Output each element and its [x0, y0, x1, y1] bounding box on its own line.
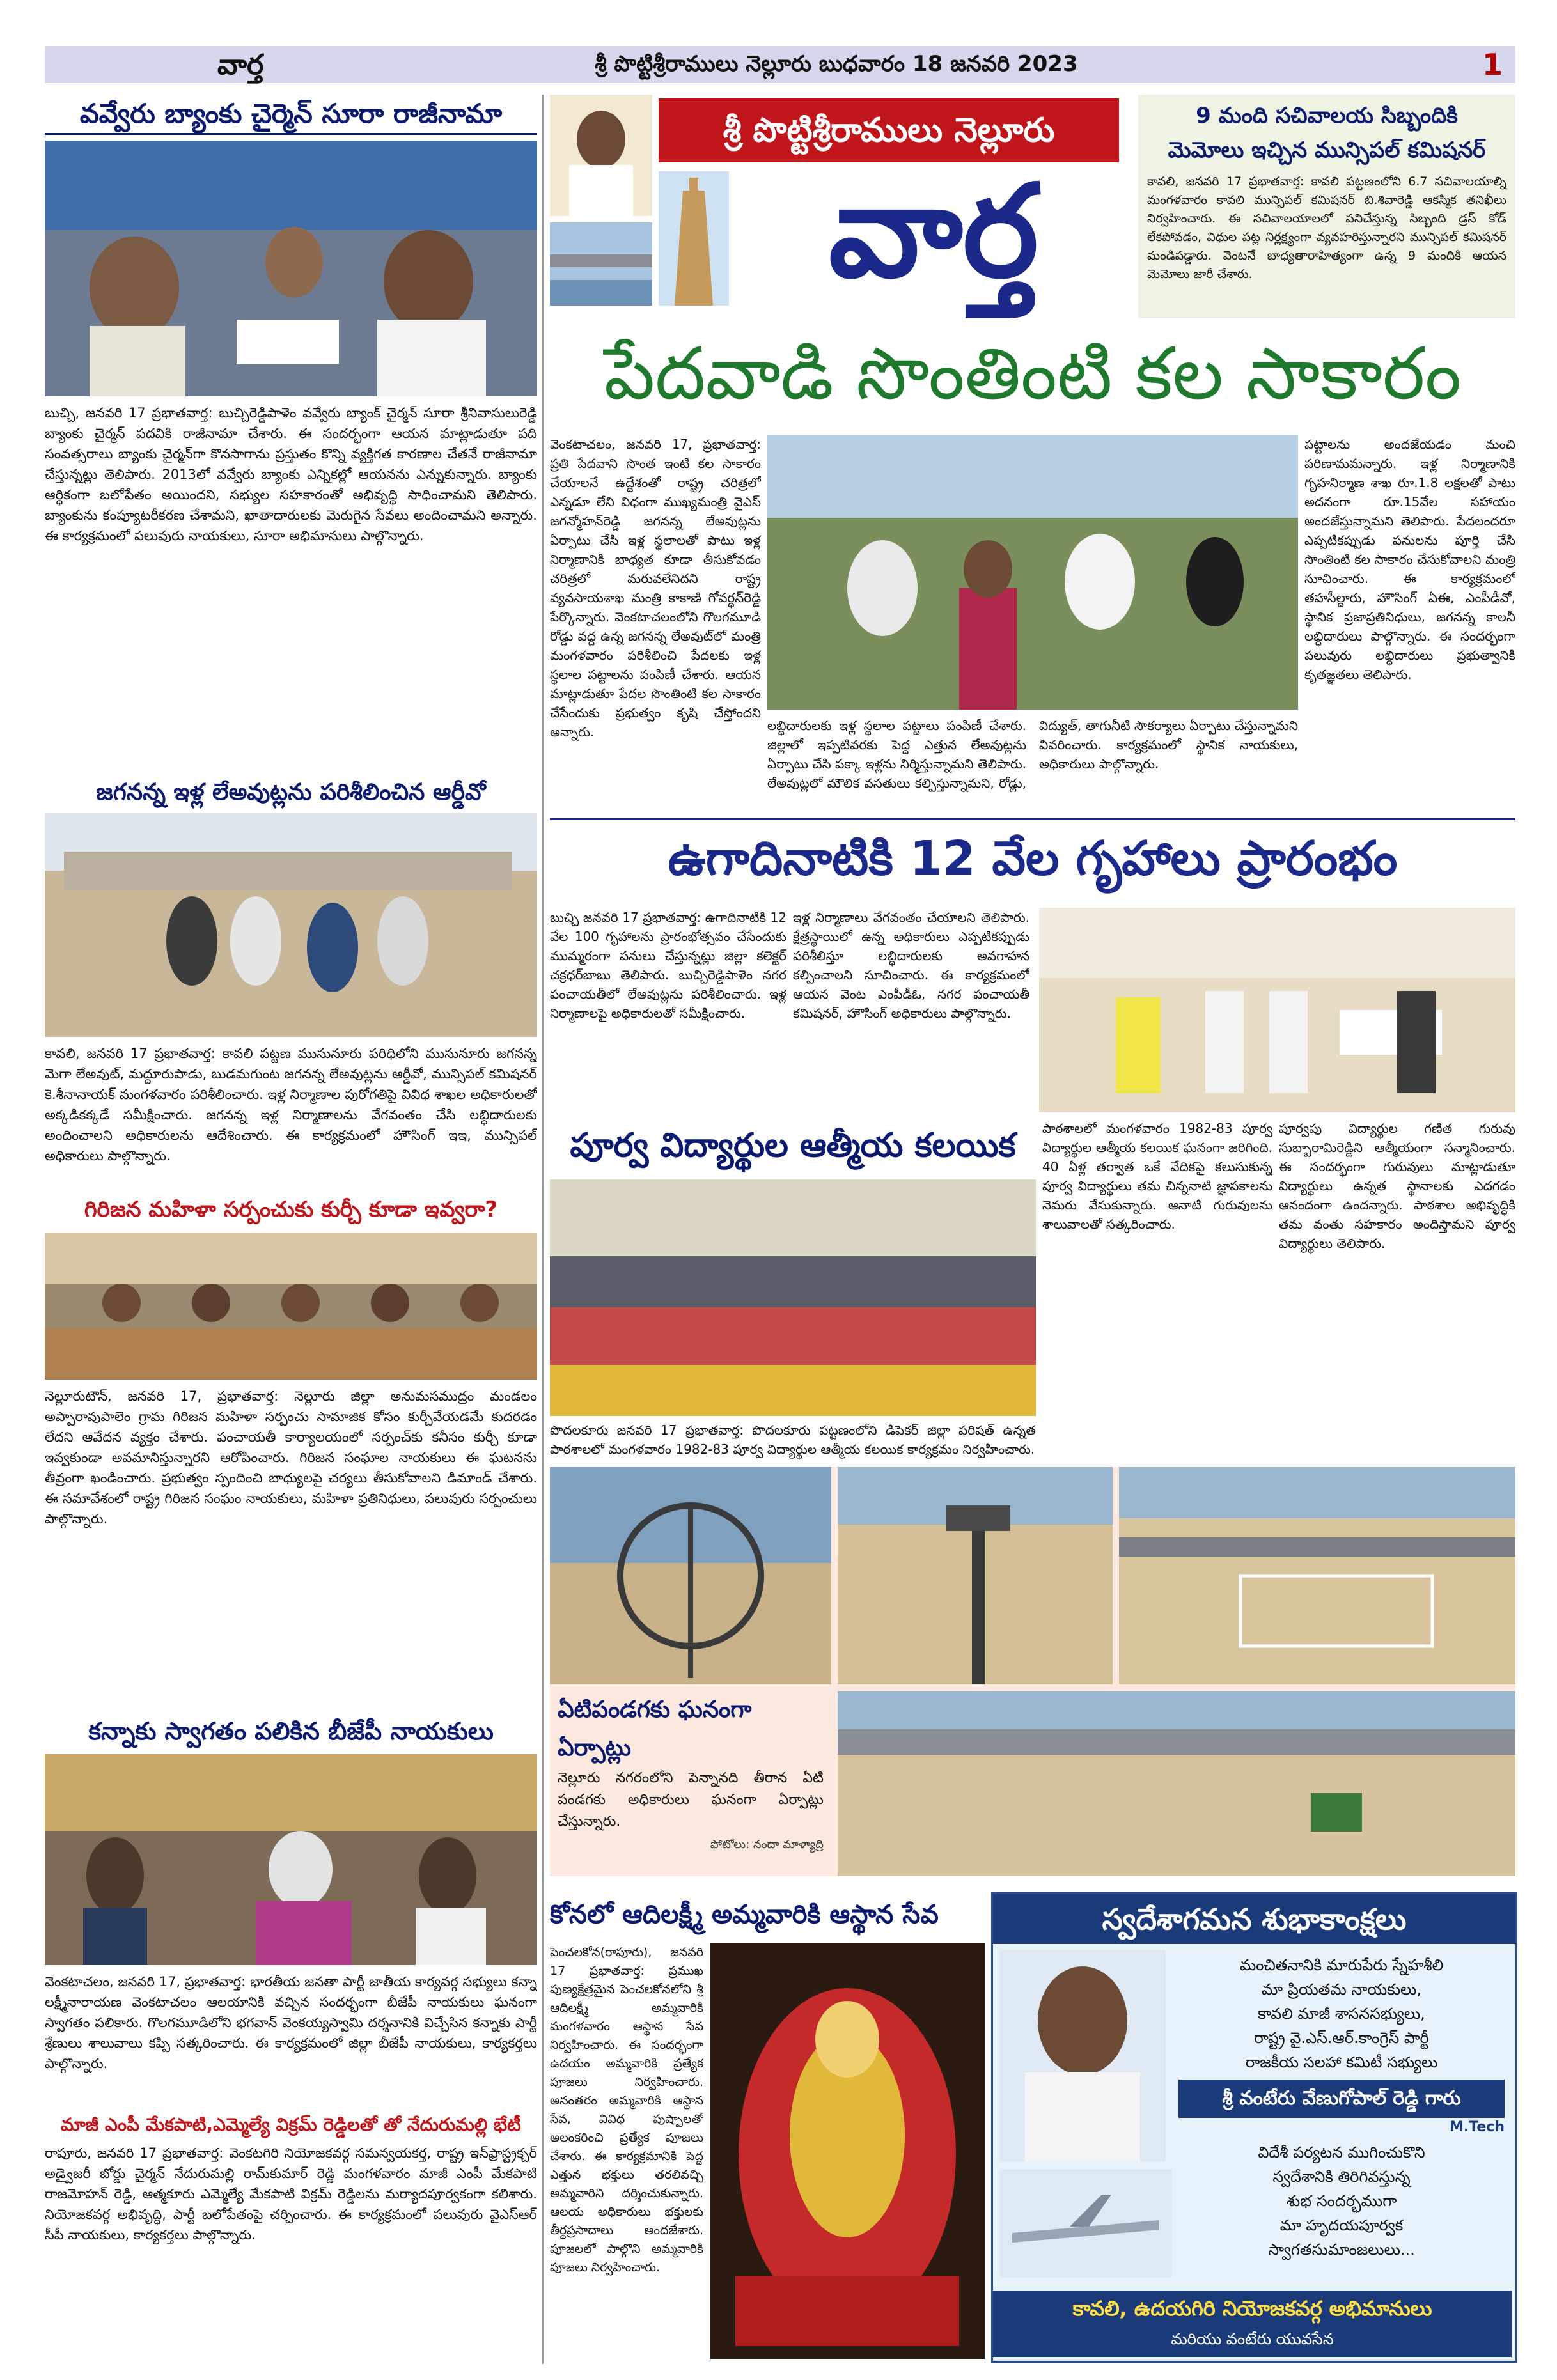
housing-photo [767, 435, 1298, 710]
girijana-photo [45, 1233, 537, 1380]
memos-box [1138, 95, 1515, 318]
jagananna-body: కావలి, జనవరి 17 ప్రభాతవార్త: కావలి పట్టణ ముసునూరు పరిధిలోని ముసునూరు జగనన్న మెగా లేఅవుట్, మద్దూరుపాడు, బుడమగుంట జగనన్న లేఅవుట్లను ఆర్డీవో, మున్సిపల్ కమిషనర్ కె.శీనానాయక్ మంగళవారం పరిశీలించారు. ఇళ్ల నిర్మాణాల పురోగతిపై వివిధ శాఖల అధికారులతో అక్కడికక్కడే సమీక్షించారు. జగనన్న ఇళ్ల నిర్మాణాలను వేగవంతం చేసి లబ్ధిదారులకు అందించాలని అధికారులను ఆదేశించారు. ఈ కార్యక్రమంలో హౌసింగ్ ఇఇ, మున్సిపల్ అధికారులు పాల్గొన్నారు. [45, 1046, 537, 1163]
temple-tower-photo [659, 171, 729, 306]
mekapati-headline: మాజీ ఎంపీ మేకపాటి,ఎమ్మెల్యే విక్రమ్ రెడ్డిలతో తో నేదురుమల్లి భేటీ [61, 2114, 521, 2135]
ad-degree: M.Tech [1450, 2119, 1505, 2135]
edition-name: శ్రీ పొట్టిశ్రీరాములు నెల్లూరు [723, 111, 1055, 150]
ad-airplane [999, 2169, 1172, 2278]
mekapati-body: రాపూరు, జనవరి 17 ప్రభాతవార్త: వెంకటగిరి నియోజకవర్గ సమన్వయకర్త, రాష్ట్ర ఇన్‌ఫ్రాస్ట్రక్చర్ అడ్వైజరీ బోర్డు చైర్మన్ నేదురుమల్లి రామ్‌కుమార్ రెడ్డి మంగళవారం మాజీ ఎంపీ మేకపాటి రాజమోహన్ రెడ్డి, ఆత్మకూరు ఎమ్మెల్యే మేకపాటి విక్రమ్ రెడ్డిలను మర్యాదపూర్వకంగా కలిశారు. నియోజకవర్గ అభివృద్ధి, పార్టీ బలోపేతంపై చర్చించారు. ఈ కార్యక్రమంలో పలువురు వైఎస్ఆర్ సీపీ నాయకులు, కార్యకర్తలు పాల్గొన్నారు. [45, 2145, 537, 2243]
ad-line: రాజకీయ సలహా కమిటీ సభ్యులు [1245, 2053, 1438, 2071]
jagananna-headline-box [45, 775, 537, 811]
bank-photo [45, 141, 537, 396]
alumni-body-col1: పాఠశాలలో మంగళవారం 1982-83 పూర్వ విద్యార్థుల ఆత్మీయ కలయిక ఘనంగా జరిగింది. 40 ఏళ్ల తర్వాత ఒకే వేదికపై కలుసుకున్న పూర్వ విద్యార్థులు తమ చిన్ననాటి జ్ఞాపకాలను నెమరు వేసుకున్నారు. ఆనాటి గురువులను శాలువాలతో సత్కరించారు. [1042, 1121, 1272, 1232]
memos-headline-1: 9 మంది సచివాలయ సిబ్బందికి [1196, 103, 1458, 128]
ad-name: శ్రీ వంటేరు వేణుగోపాల్ రెడ్డి గారు [1222, 2087, 1461, 2110]
girijana-headline: గిరిజన మహిళా సర్పంచుకు కుర్చీ కూడా ఇవ్వరా? [84, 1197, 498, 1222]
big-logo: వార్త [828, 157, 1039, 306]
festival-headline: ఏటిపండగకు ఘనంగా ఏర్పాట్లు [558, 1697, 752, 1761]
memos-body: కావలి, జనవరి 17 ప్రభాతవార్త: కావలి పట్టణంలోని 6.7 సచివాలయాల్ని మంగళవారం కావలి మున్సిపల్ కమిషనర్ బి.శివారెడ్డి ఆకస్మిక తనిఖీలు నిర్వహించారు. ఈ సచివాలయాలలో పనిచేస్తున్న సిబ్బంది డ్రస్ కోడ్ లేకపోవడం, విధుల పట్ల నిర్లక్ష్యంగా వ్యవహరిస్తున్నారని మున్సిపల్ కమిషనర్ మండిపడ్డారు. వెంటనే బాధ్యతారాహిత్యంగా ఉన్న 9 మందికి ఆయన మెమోలు జారీ చేశారు. [1147, 175, 1506, 281]
big-logo-box [742, 159, 1125, 306]
masthead-block [550, 95, 1132, 306]
ad-footer-text: కావలి, ఉదయగిరి నియోజకవర్గ అభిమానులు [1072, 2296, 1432, 2321]
ugadi-headline-box [550, 818, 1515, 897]
ad-line: స్వాగతసుమాంజలులు... [1268, 2241, 1415, 2259]
temple-headline-box [550, 1892, 985, 1937]
alumni-body-col2: పూర్వపు విద్యార్థుల గణిత గురువు సుబ్బారామిరెడ్డిని ఆత్మీయంగా సన్మానించారు. ఈ సందర్భంగా గురువులు మాట్లాడుతూ విద్యార్థులు ఉన్నత స్థానాలకు ఎదగడం ఆనందంగా ఉందన్నారు. పాఠశాల అభివృద్ధికి తమ వంతు సహకారం అందిస్తామని పూర్వ విద్యార్థులు తెలిపారు. [1279, 1121, 1515, 1251]
ad-line: విదేశీ పర్యటన ముగించుకొని [1258, 2143, 1425, 2161]
alumni-photo [550, 1179, 1036, 1416]
jagananna-photo [45, 813, 537, 1037]
ad-line: మా హృదయపూర్వక [1279, 2216, 1404, 2234]
masthead-small-logo: వార్త [217, 49, 264, 81]
temple-headline: కోనలో ఆదిలక్ష్మీ అమ్మవారికి ఆస్థాన సేవ [550, 1900, 939, 1929]
temple-body: పెంచలకోన(రాపూరు), జనవరి 17 ప్రభాతవార్త: ప్రముఖ పుణ్యక్షేత్రమైన పెంచలకోనలోని శ్రీ ఆదిలక్ష్మీ అమ్మవారికి మంగళవారం ఆస్థాన సేవ నిర్వహించారు. ఈ సందర్భంగా ఉదయం అమ్మవారికి ప్రత్యేక పూజలు నిర్వహించారు. అనంతరం అమ్మవారికి ఆస్థాన సేవ, వివిధ పుష్పాలతో అలంకరించి ప్రత్యేక పూజలు చేశారు. ఈ కార్యక్రమానికి పెద్ద ఎత్తున భక్తులు తరలివచ్చి అమ్మవారిని దర్శించుకున్నారు. ఆలయ అధికారులు భక్తులకు తీర్థప్రసాదాలు అందజేశారు. పూజలలో పాల్గొని అమ్మవారికి పూజలు నిర్వహించారు. [550, 1945, 703, 2275]
bank-headline: వవ్వేరు బ్యాంకు చైర్మెన్ సూరా రాజీనామా [79, 98, 503, 129]
ugadi-body-col2: ఇళ్ల నిర్మాణాలు వేగవంతం చేయాలని తెలిపారు. క్షేత్రస్థాయిలో ఉన్న అధికారులు ఎప్పటికప్పుడు పరిశీలిస్తూ లబ్ధిదారులకు అవగాహన కల్పించాలని సూచించారు. ఈ కార్యక్రమంలో ఆయన వెంట ఎంపీడీఓ, నగర పంచాయతీ కమిషనర్, హౌసింగ్ అధికారులు పాల్గొన్నారు. [793, 910, 1029, 1021]
alumni-headline-box [550, 1119, 1036, 1172]
founder-portrait [550, 95, 652, 216]
bjp-headline: కన్నాకు స్వాగతం పలికిన బీజేపీ నాయకులు [88, 1717, 494, 1745]
festival-block [550, 1467, 1515, 1876]
ad-line: స్వదేశానికి తిరిగివస్తున్న [1272, 2168, 1411, 2186]
housing-headline-box [550, 326, 1515, 422]
bridge-photo [550, 222, 652, 306]
column-separator [542, 95, 544, 2364]
ad-lines-2 [1178, 2140, 1505, 2262]
girijana-headline-box [45, 1192, 537, 1227]
ad-footer-sub: మరియు వంటేరు యువసేన [1171, 2330, 1334, 2348]
festival-photo-lights [838, 1467, 1113, 1684]
ad-line: మంచితనానికి మారుపేరు స్నేహశీలి [1239, 1956, 1444, 1974]
bank-headline-box [45, 95, 537, 135]
bank-body: బుచ్చి, జనవరి 17 ప్రభాతవార్త: బుచ్చిరెడ్డిపాళెం వవ్వేరు బ్యాంక్ చైర్మన్ సూరా శ్రీనివాసులురెడ్డి బ్యాంకు చైర్మన్ పదవికి రాజీనామా చేశారు. ఈ సందర్భంగా ఆయన మాట్లాడుతూ పది సంవత్సరాలు బ్యాంకు చైర్మన్‌గా కొనసాగాను ప్రస్తుతం కొన్ని వ్యక్తిగత కారణాల చేతనే రాజీనామా చేస్తున్నట్లు తెలిపారు. 2013లో వవ్వేరు బ్యాంకు ఎన్నికల్లో ఆయనను ఎన్నుకున్నారు. బ్యాంకు ఆర్థికంగా బలోపేతం అయిందని, సభ్యుల సహకారంతో అభివృద్ధి సాధించామని తెలిపారు. బ్యాంకును కంప్యూటరీకరణ చేశామని, ఖాతాదారులకు మెరుగైన సేవలు అందించామని అన్నారు. ఈ కార్యక్రమంలో పలువురు నాయకులు, సూరా అభిమానులు పాల్గొన్నారు. [45, 405, 537, 543]
bjp-headline-box [45, 1713, 537, 1749]
temple-photo [710, 1943, 985, 2359]
girijana-body: నెల్లూరుటౌన్, జనవరి 17, ప్రభాతవార్త: నెల్లూరు జిల్లా అనుమసముద్రం మండలం అప్పారావుపాలెం గ్రామ గిరిజన మహిళా సర్పంచు సామాజిక కోసం కుర్చీవేయడమే కుదరడం లేదని ఆవేదన వ్యక్తం చేశారు. పంచాయతీ కార్యాలయంలో సర్పంచ్‌కు కనీసం కుర్చీ కూడా ఇవ్వకుండా అవమానిస్తున్నారని ఆరోపించారు. గిరిజన సంఘాల నాయకులు ఈ ఘటనను తీవ్రంగా ఖండించారు. ప్రభుత్వం స్పందించి బాధ్యులపై చర్యలు తీసుకోవాలని డిమాండ్ చేశారు. ఈ సమావేశంలో రాష్ట్ర గిరిజన సంఘం నాయకులు, మహిళా ప్రతినిధులు, పలువురు సర్పంచులు పాల్గొన్నారు. [45, 1388, 537, 1527]
festival-photo-panorama [838, 1691, 1515, 1876]
housing-headline: పేదవాడి సొంతింటి కల సాకారం [604, 332, 1462, 416]
housing-body-col1: వెంకటాచలం, జనవరి 17, ప్రభాతవార్త: ప్రతి పేదవాని సొంత ఇంటి కల సాకారం చేయాలనే ఉద్దేశంతో రాష్ట్ర చరిత్రలో ఎన్నడూ లేని విధంగా ముఖ్యమంత్రి వైఎస్ జగన్మోహన్‌రెడ్డి జగనన్న లేఅవుట్లను ఏర్పాటు చేసి ఇళ్ల స్థలాలతో పాటు ఇళ్ల నిర్మాణానికి బాధ్యత కూడా తీసుకోవడం చరిత్రలో మరువలేనిదని రాష్ట్ర వ్యవసాయశాఖ మంత్రి కాకాణి గోవర్ధన్‌రెడ్డి పేర్కొన్నారు. వెంకటాచలంలోని గొలగమూడి రోడ్డు వద్ద ఉన్న జగనన్న లేఅవుట్‌లో మంత్రి మంగళవారం పరిశీలించి పేదలకు ఇళ్ల స్థలాల పట్టాలను పంపిణీ చేశారు. ఆయన మాట్లాడుతూ పేదల సొంతింటి కల సాకారం చేసేందుకు ప్రభుత్వం కృషి చేస్తోందని అన్నారు. [550, 437, 761, 740]
festival-photo-riverbed [1119, 1467, 1515, 1684]
ad-line: శుభ సందర్భముగా [1286, 2192, 1397, 2210]
alumni-headline: పూర్వ విద్యార్థుల ఆత్మీయ కలయిక [570, 1126, 1016, 1165]
dateline: శ్రీ పొట్టిశ్రీరాములు నెల్లూరు బుధవారం 18 జనవరి 2023 [595, 51, 1078, 77]
ad-line: రాష్ట్ర వై.ఎస్.ఆర్.కాంగ్రెస్ పార్టీ [1254, 2029, 1429, 2047]
top-band [45, 46, 1515, 83]
jagananna-headline: జగనన్న ఇళ్ల లేఅవుట్లను పరిశీలించిన ఆర్డీవో [96, 779, 486, 805]
bjp-photo [45, 1754, 537, 1965]
ad-lines-1 [1178, 1953, 1505, 2074]
ugadi-photo [1039, 908, 1515, 1112]
festival-text-box [550, 1691, 831, 1876]
mekapati-headline-box [45, 2111, 537, 2139]
edition-banner [659, 98, 1119, 162]
page-number: 1 [1482, 47, 1503, 82]
ad-line: కావలి మాజీ శాసనసభ్యులు, [1258, 2005, 1425, 2023]
housing-body-col3: పట్టాలను అందజేయడం మంచి పరిణామమన్నారు. ఇళ్ల నిర్మాణానికి గృహనిర్మాణ శాఖ రూ.1.8 లక్షలతో పాటు అదనంగా రూ.15వేల సహాయం అందజేస్తున్నామని తెలిపారు. పేదలందరూ ఎప్పటికప్పుడు పనులను పూర్తి చేసి సొంతింటి కల సాకారం చేసుకోవాలని మంత్రి సూచించారు. ఈ కార్యక్రమంలో తహసీల్దారు, హౌసింగ్ ఏఈ, ఎంపీడీవో, స్థానిక ప్రజాప్రతినిధులు, జగనన్న కాలనీ లబ్ధిదారులు పాల్గొన్నారు. ఈ సందర్భంగా పలువురు లబ్ధిదారులు ప్రభుత్వానికి కృతజ్ఞతలు తెలిపారు. [1304, 437, 1515, 682]
bjp-body: వెంకటాచలం, జనవరి 17, ప్రభాతవార్త: భారతీయ జనతా పార్టీ జాతీయ కార్యవర్గ సభ్యులు కన్నా లక్ష్మీనారాయణ వెంకటాచలం ఆలయానికి వచ్చిన సందర్భంగా బీజేపీ నాయకులు ఘనంగా స్వాగతం పలికారు. గొలగమూడిలోని భగవాన్ వెంకయ్యస్వామి దర్శనానికి విచ్చేసిన కన్నాకు పార్టీ శ్రేణులు శాలువాలు కప్పి సత్కరించారు. ఈ కార్యక్రమంలో జిల్లా బీజేపీ నాయకులు, కార్యకర్తలు పాల్గొన్నారు. [45, 1974, 537, 2071]
ad-name-banner [1178, 2080, 1505, 2118]
ad-title: స్వదేశాగమన శుభాకాంక్షలు [993, 1894, 1515, 1944]
festival-body: నెల్లూరు నగరంలోని పెన్నానది తీరాన ఏటి పండగకు అధికారులు ఘనంగా ఏర్పాట్లు చేస్తున్నారు. [558, 1770, 824, 1830]
alumni-caption: పొదలకూరు జనవరి 17 ప్రభాతవార్త: పొదలకూరు పట్టణంలోని డిపెకర్ జిల్లా పరిషత్ ఉన్నత పాఠశాలలో మంగళవారం 1982-83 పూర్వ విద్యార్థుల ఆత్మీయ కలయిక కార్యక్రమం నిర్వహించారు. [550, 1422, 1036, 1457]
ad-footer [993, 2291, 1512, 2357]
memos-headline-2: మెమోలు ఇచ్చిన మున్సిపల్ కమిషనర్ [1168, 137, 1486, 163]
ugadi-headline: ఉగాదినాటికి 12 వేల గృహాలు ప్రారంభం [668, 831, 1398, 886]
ad-portrait [999, 1950, 1166, 2161]
welcome-ad [991, 1892, 1517, 2363]
festival-photo-wheel [550, 1467, 831, 1684]
festival-photo-credit: ఫోటోలు: నందా మాళ్యాద్రి [710, 1838, 824, 1851]
housing-body-col2: లబ్ధిదారులకు ఇళ్ల స్థలాల పట్టాలు పంపిణీ చేశారు. జిల్లాలో ఇప్పటివరకు పెద్ద ఎత్తున లేఅవుట్లను ఏర్పాటు చేసి పక్కా ఇళ్లను నిర్మిస్తున్నామని తెలిపారు. లేఅవుట్లలో మౌలిక వసతులు కల్పిస్తున్నామని, రోడ్లు, విద్యుత్, తాగునీటి సౌకర్యాలు ఏర్పాటు చేస్తున్నామని వివరించారు. కార్యక్రమంలో స్థానిక నాయకులు, అధికారులు పాల్గొన్నారు. [767, 718, 1298, 791]
ugadi-body-col1: బుచ్చి జనవరి 17 ప్రభాతవార్త: ఉగాదినాటికి 12 వేల 100 గృహాలను ప్రారంభోత్సవం చేసేందుకు ముమ్మరంగా పనులు చేస్తున్నట్లు జిల్లా కలెక్టర్ చక్రధర్‌బాబు తెలిపారు. బుచ్చిరెడ్డిపాళెం నగర పంచాయతీలో లేఅవుట్లను పరిశీలించారు. ఇళ్ల నిర్మాణాలపై అధికారులతో సమీక్షించారు. [550, 910, 786, 1021]
ad-line: మా ప్రియతమ నాయకులు, [1262, 1980, 1421, 1998]
